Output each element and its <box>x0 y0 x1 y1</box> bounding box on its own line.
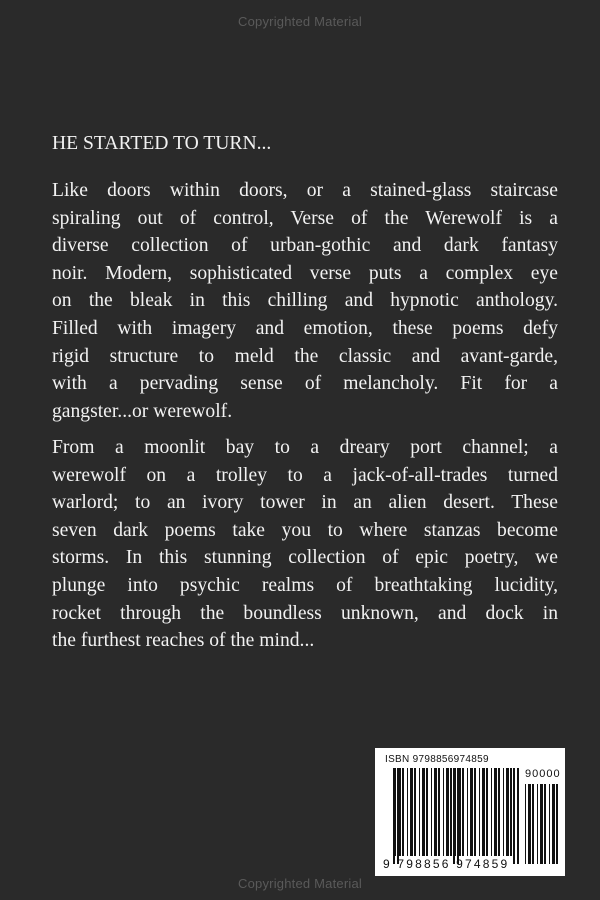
watermark-bottom: Copyrighted Material <box>238 876 362 891</box>
tagline-heading: HE STARTED TO TURN... <box>52 133 272 154</box>
isbn-barcode-box <box>375 748 565 876</box>
paragraph-line: warlord; to an ivory tower in an alien desert. These <box>52 492 558 514</box>
paragraph-line: rocket through the boundless unknown, and dock in <box>52 602 558 624</box>
paragraph-line: From a moonlit bay to a dreary port channel; a <box>52 437 558 458</box>
paragraph-line: with a pervading sense of melancholy. Fit for a <box>52 373 558 395</box>
paragraph-line: on the bleak in this chilling and hypnotic anthology. <box>52 290 558 312</box>
paragraph-line: diverse collection of urban-gothic and dark fantasy <box>52 235 558 257</box>
barcode-digits: 9 798856 974859 <box>383 857 510 871</box>
watermark-top: Copyrighted Material <box>238 14 362 29</box>
paragraph-line: seven dark poems take you to where stanzas become <box>52 519 558 541</box>
paragraph-line: Like doors within doors, or a stained-glass staircase <box>52 180 558 201</box>
paragraph-line: plunge into psychic realms of breathtaking lucidity, <box>52 574 558 596</box>
paragraph-line: werewolf on a trolley to a jack-of-all-trades turned <box>52 464 558 486</box>
paragraph-line: noir. Modern, sophisticated verse puts a complex eye <box>52 262 558 284</box>
paragraph-line: gangster...or werewolf. <box>52 400 233 422</box>
paragraph-line: storms. In this stunning collection of epic poetry, we <box>52 547 558 569</box>
blurb-paragraph-2 <box>52 434 558 655</box>
paragraph-line: Filled with imagery and emotion, these poems defy <box>52 317 558 339</box>
isbn-label: ISBN 9798856974859 <box>385 754 489 765</box>
paragraph-line: the furthest reaches of the mind... <box>52 630 315 652</box>
paragraph-line: rigid structure to meld the classic and avant-garde, <box>52 345 558 367</box>
blurb-paragraph-1 <box>52 177 558 425</box>
barcode-addon-digits: 90000 <box>525 768 561 780</box>
paragraph-line: spiraling out of control, Verse of the Werewolf is a <box>52 207 558 229</box>
